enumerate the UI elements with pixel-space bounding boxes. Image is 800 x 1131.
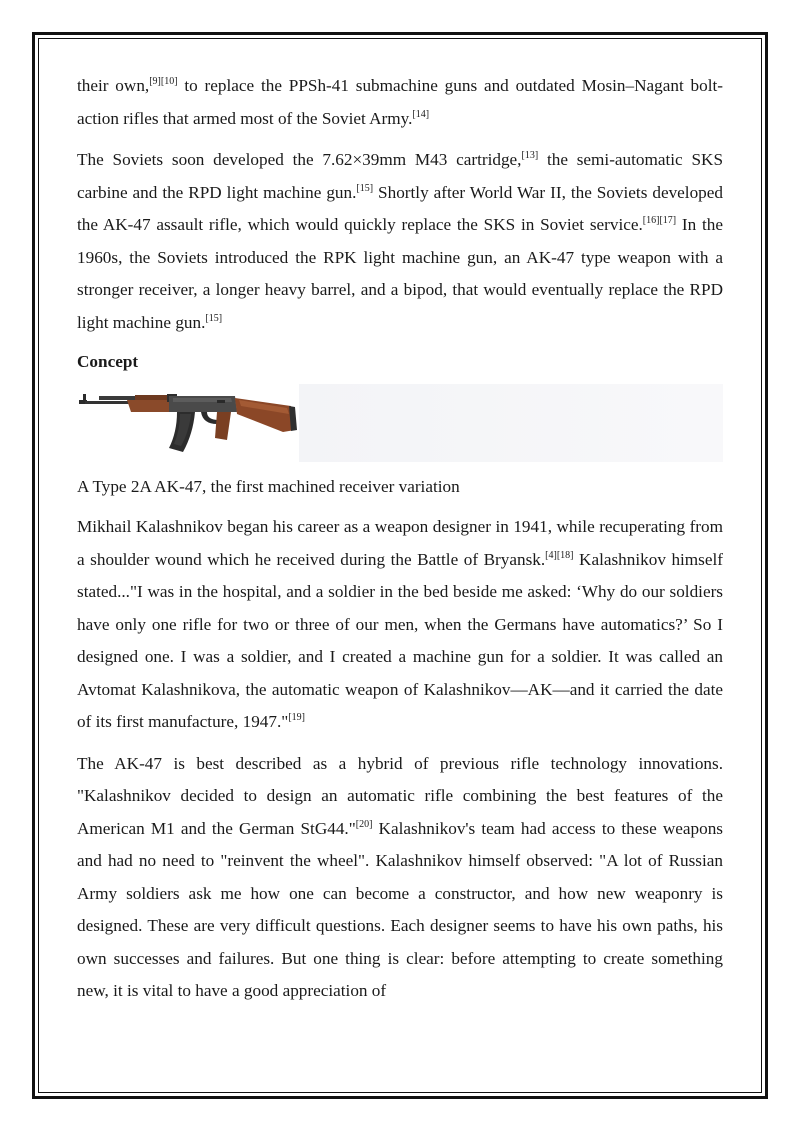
citation-link[interactable]: [15] (205, 312, 223, 324)
paragraph-text: Kalashnikov himself stated..."I was in the hospital, and a soldier in the bed beside me asked: ‘Why do our soldiers have only one rifle for two or three of our men, when the Germans have automatics?’ So I designed one. I was a soldier, and I created a machine gun for a soldier. It was called an Avtomat Kalashnikova, the automatic weapon of Kalashnikov—AK—and it carried the date of its first manufacture, 1947." (77, 549, 723, 731)
figure (77, 380, 723, 464)
citation-link[interactable]: [14] (412, 108, 430, 120)
citation-link[interactable]: [20] (355, 818, 373, 830)
paragraph-text: their own, (77, 76, 150, 95)
paragraph-text: Shortly after World War II, the Soviets developed the AK-47 assault rifle, which would quickly replace the SKS in Soviet service. (77, 182, 723, 234)
citation-link[interactable]: [9][10] (149, 76, 178, 87)
paragraph-text: to replace the PPSh-41 submachine guns and outdated Mosin–Nagant bolt-action rifles that armed most of the Soviet Army. (77, 76, 723, 128)
citation-link[interactable]: [13] (521, 150, 539, 161)
citation-link[interactable]: [15] (356, 182, 374, 194)
paragraph-kalashnikov-career (77, 511, 723, 739)
paragraph-text: The AK-47 is best described as a hybrid of previous rifle technology innovations. "Kalashnikov decided to design an automatic rifle combining the best features of the American M1 and the German StG44." (77, 753, 723, 838)
citation-link[interactable]: [4][18] (545, 549, 574, 561)
figure-caption: A Type 2A AK-47, the first machined receiver variation (77, 477, 460, 496)
paragraph-soviet-weapons (77, 144, 723, 339)
paragraph-text: Mikhail Kalashnikov began his career as a weapon designer in 1941, while recuperating from a shoulder wound which he received during the Battle of Bryansk. (77, 517, 723, 569)
document-body (77, 70, 723, 1017)
paragraph-ppsh (77, 70, 723, 135)
paragraph-text: The Soviets soon developed the 7.62×39mm M43 cartridge, (77, 150, 522, 169)
paragraph-hybrid-design (77, 748, 723, 1008)
paragraph-text: Kalashnikov's team had access to these weapons and had no need to "reinvent the wheel". Kalashnikov himself observed: "A lot of Russian Army soldiers ask me how one can become a constructor, and how new weaponry is designed. These are very difficult questions. Each designer seems to have his own paths, his own successes and failures. But one thing is clear: before attempting to create something new, it is vital to have a good appreciation of (77, 818, 723, 1000)
section-heading: Concept (77, 352, 139, 371)
ak47-rifle-image (77, 390, 297, 462)
figure-background (299, 384, 723, 462)
paragraph-text: In the 1960s, the Soviets introduced the RPK light machine gun, an AK-47 type weapon with a stronger receiver, a longer heavy barrel, and a bipod, that would eventually replace the RPD light machine gun. (77, 215, 723, 332)
citation-link[interactable]: [19] (288, 712, 305, 723)
paragraph-text: the semi-automatic SKS carbine and the RPD light machine gun. (77, 150, 723, 202)
citation-link[interactable]: [16][17] (642, 215, 677, 226)
